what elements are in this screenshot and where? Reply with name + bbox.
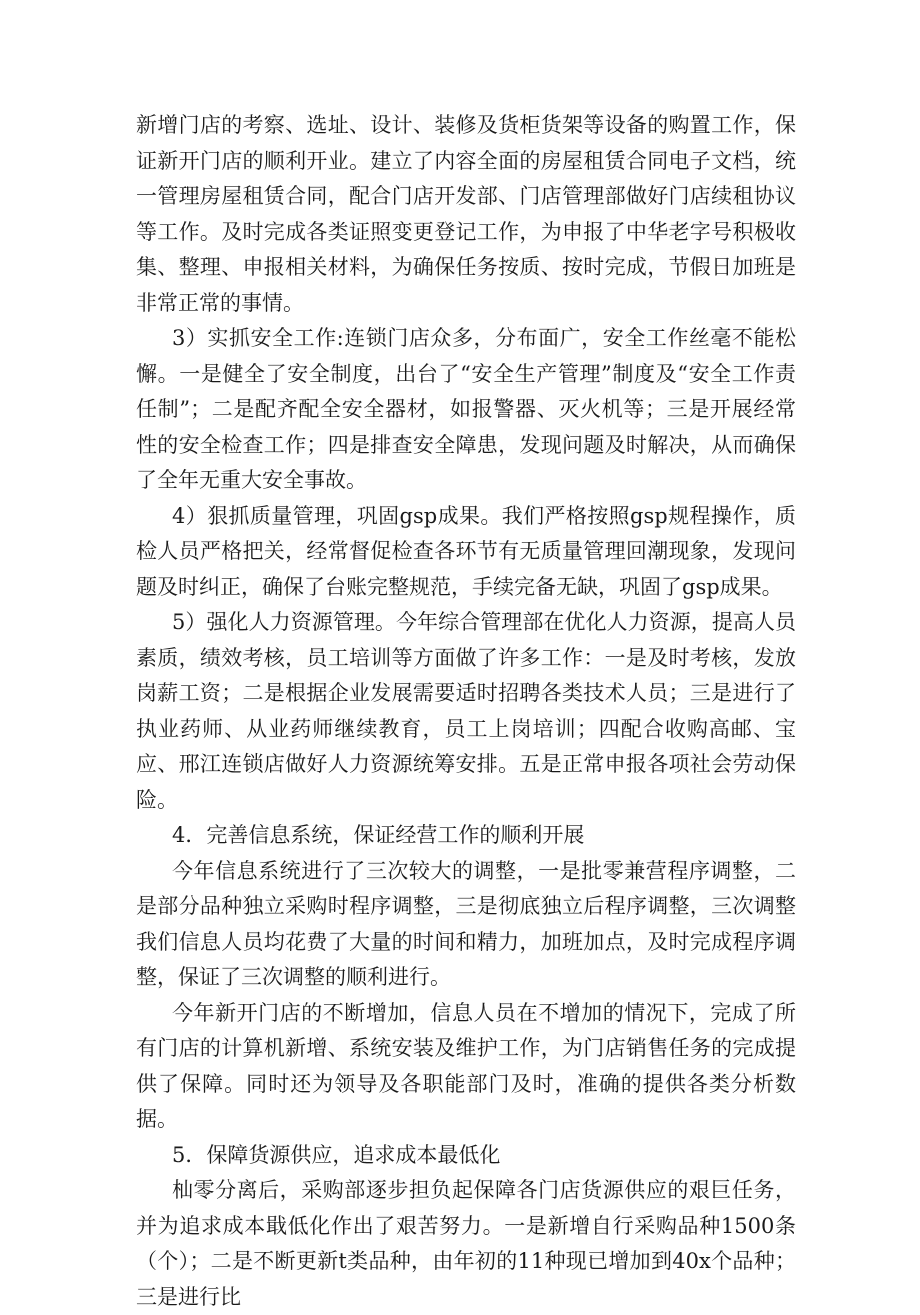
section-heading-information-system: 4．完善信息系统，保证经营工作的顺利开展 (172, 823, 585, 847)
document-body (136, 108, 796, 1315)
paragraph-quality-management: 4）狠抓质量管理，巩固gsp成果。我们严格按照gsp规程操作，质检人员严格把关，经常督促检查各环节有无质量管理回潮现象，发现问题及时纠正，确保了台账完整规范，手续完备无缺，巩固了gsp成果。 (136, 503, 796, 599)
paragraph-human-resources: 5）强化人力资源管理。今年综合管理部在优化人力资源，提高人员素质，绩效考核，员工培训等方面做了许多工作：一是及时考核，发放岗薪工资；二是根据企业发展需要适时招聘各类技术人员；三是进行了执业药师、从业药师继续教育，员工上岗培训；四配合收购高邮、宝应、邢江连锁店做好人力资源统筹安排。五是正常申报各项社会劳动保险。 (136, 610, 796, 812)
paragraph-safety-work: 3）实抓安全工作:连锁门店众多，分布面广，安全工作丝毫不能松懈。一是健全了安全制度，出台了“安全生产管理”制度及“安全工作责任制”；二是配齐配全安全器材，如报警器、灭火机等；三是开展经常性的安全检查工作；四是排查安全障患，发现问题及时解决，从而确保了全年无重大安全事故。 (136, 326, 796, 492)
paragraph-new-stores-it: 今年新开门店的不断增加，信息人员在不增加的情况下，完成了所有门店的计算机新增、系统安装及维护工作，为门店销售任务的完成提供了保障。同时还为领导及各职能部门及时，准确的提供各类分析数据。 (136, 1000, 796, 1131)
paragraph-system-adjustments: 今年信息系统进行了三次较大的调整，一是批零兼营程序调整，二是部分品种独立采购时程序调整，三是彻底独立后程序调整，三次调整我们信息人员均花费了大量的时间和精力，加班加点，及时完成程序调整，保证了三次调整的顺利进行。 (136, 858, 796, 989)
paragraph-procurement: 杣零分离后，采购部逐步担负起保障各门店货源供应的艰巨任务，并为追求成本戢低化作出了艰苦努力。一是新增自行采购品种1500条（个）；二是不断更新t类品种，由年初的11种现已增加到40x个品种；三是进行比 (136, 1178, 796, 1309)
paragraph-continuation: 新增门店的考察、选址、设计、装修及货柜货架等设备的购置工作，保证新开门店的顺利开业。建立了内容全面的房屋租赁合同电子文档，统一管理房屋租赁合同，配合门店开发部、门店管理部做好门店续租协议等工作。及时完成各类证照变更登记工作，为申报了中华老字号积极收集、整理、申报相关材料，为确保任务按质、按时完成，节假日加班是非常正常的事情。 (136, 113, 796, 315)
section-heading-supply: 5．保障货源供应，追求成本最低化 (172, 1142, 501, 1167)
